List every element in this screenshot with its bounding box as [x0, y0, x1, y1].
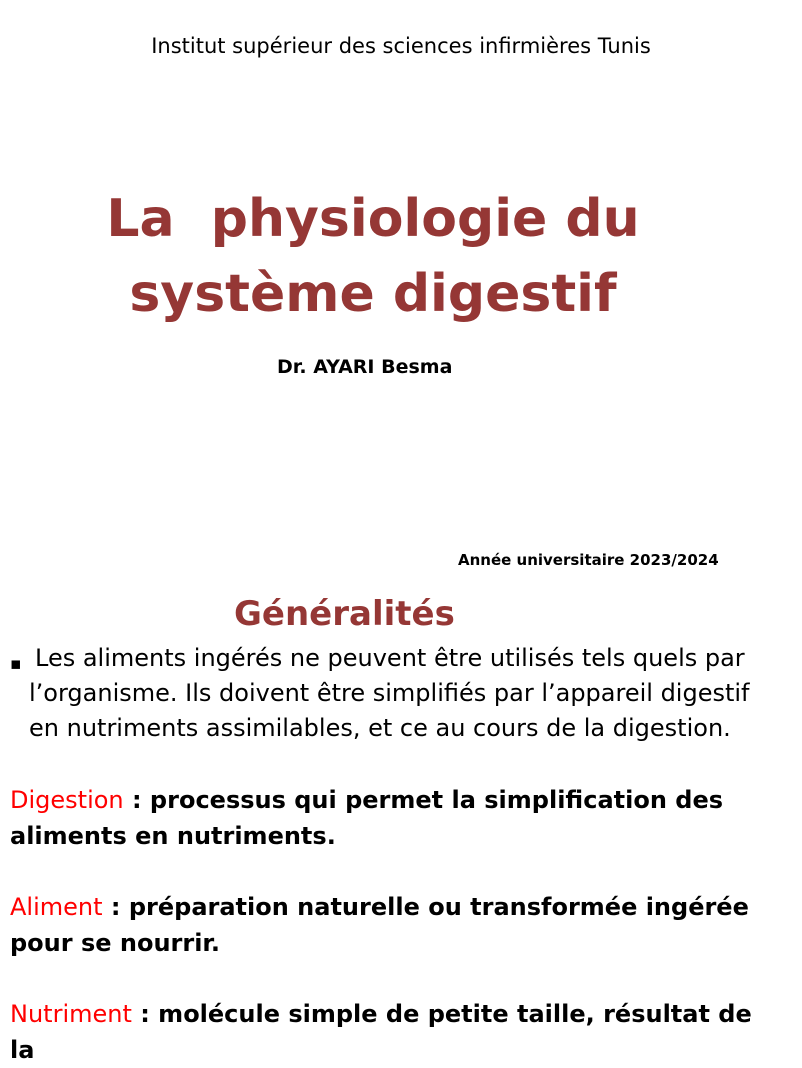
definition-nutriment [10, 996, 758, 1068]
bullet-item [10, 641, 758, 746]
definition-term: Nutriment [10, 1000, 132, 1028]
bullet-square-icon: ▪ [10, 654, 22, 674]
section-heading: Généralités [234, 594, 455, 634]
definition-digestion [10, 782, 758, 854]
bullet-text: Les aliments ingérés ne peuvent être utilisés tels quels par l’organisme. Ils doivent être simplifiés par l’appareil digestif en nutriments assimilables, et ce au cours de la digestion. [29, 644, 750, 742]
definition-text: : préparation naturelle ou transformée ingérée pour se nourrir. [10, 893, 749, 957]
definition-term: Digestion [10, 786, 124, 814]
title-line-2: système digestif [129, 264, 617, 324]
page-title [0, 182, 746, 332]
definition-text: : molécule simple de petite taille, résultat de la [10, 1000, 752, 1064]
title-line-1: La physiologie du [106, 189, 640, 249]
definition-text: : processus qui permet la simplification des aliments en nutriments. [10, 786, 724, 850]
definition-aliment [10, 889, 758, 961]
definition-term: Aliment [10, 893, 103, 921]
institution-name: Institut supérieur des sciences infirmières Tunis [151, 34, 651, 58]
author-name: Dr. AYARI Besma [277, 356, 453, 378]
academic-year: Année universitaire 2023/2024 [458, 551, 719, 569]
